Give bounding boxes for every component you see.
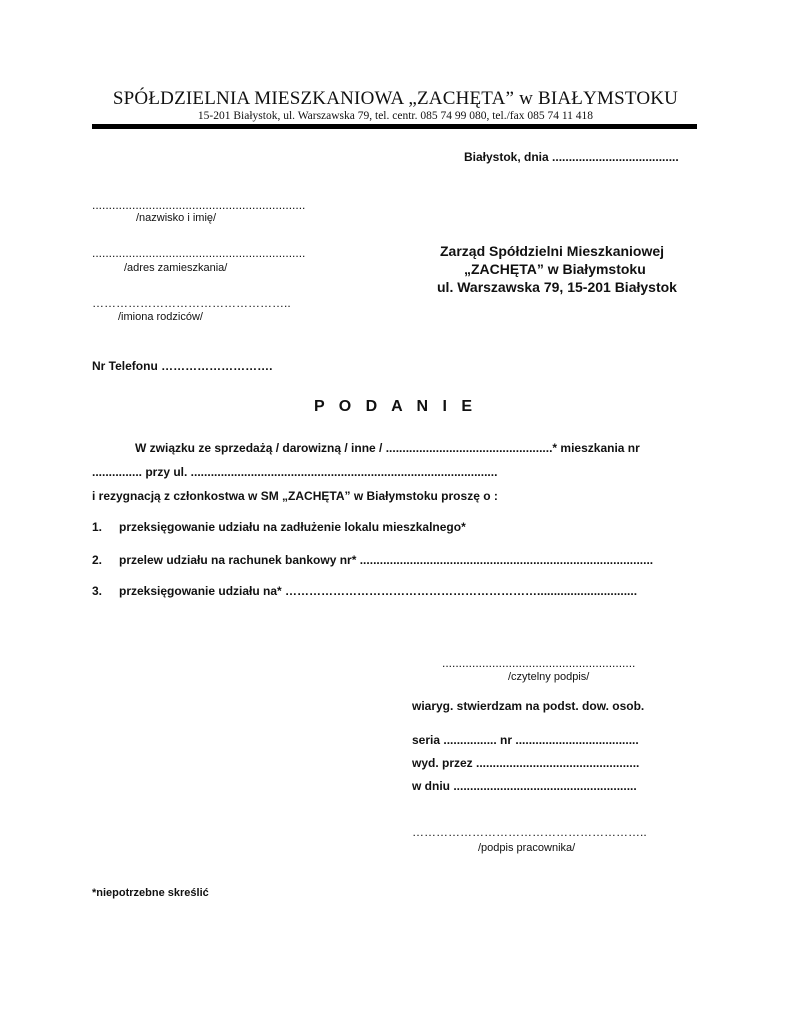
- employee-signature-label: /podpis pracownika/: [478, 842, 576, 854]
- recipient-line-1: Zarząd Spółdzielni Mieszkaniowej: [440, 243, 665, 259]
- option-3[interactable]: [92, 584, 637, 598]
- option-text: przeksięgowanie udziału na* ………………………………………………………..............................: [119, 584, 638, 598]
- signature-field[interactable]: ..........................................................: [442, 656, 636, 670]
- name-label: /nazwisko i imię/: [136, 212, 217, 224]
- body-line-2[interactable]: ............... przy ul. ............................................................................................: [92, 465, 498, 479]
- option-text: przelew udziału na rachunek bankowy nr* ........................................................................................: [119, 553, 654, 567]
- footnote: *niepotrzebne skreślić: [92, 887, 209, 899]
- option-text: przeksięgowanie udziału na zadłużenie lokalu mieszkalnego*: [119, 520, 466, 534]
- cooperative-name: SPÓŁDZIELNIA MIESZKANIOWA „ZACHĘTA” w BIAŁYMSTOKU: [112, 88, 679, 109]
- issue-date-field[interactable]: w dniu .......................................................: [412, 779, 637, 793]
- document-title: P O D A N I E: [313, 398, 478, 415]
- parents-label: /imiona rodziców/: [118, 311, 203, 323]
- option-number: 3.: [92, 584, 103, 598]
- option-2[interactable]: [92, 553, 653, 567]
- date-line[interactable]: Białystok, dnia ......................................: [464, 150, 679, 164]
- option-number: 1.: [92, 520, 103, 534]
- signature-label: /czytelny podpis/: [508, 671, 590, 683]
- header-divider: [92, 124, 697, 129]
- issued-by-field[interactable]: wyd. przez .................................................: [412, 756, 640, 770]
- verification-heading: wiaryg. stwierdzam na podst. dow. osob.: [412, 699, 645, 713]
- body-line-1[interactable]: W związku ze sprzedażą / darowizną / inne / ..................................................* mieszkania nr: [135, 441, 640, 455]
- body-line-3: i rezygnacją z członkostwa w SM „ZACHĘTA” w Białymstoku proszę o :: [92, 489, 498, 503]
- name-field[interactable]: ................................................................: [92, 198, 306, 212]
- recipient-line-3: ul. Warszawska 79, 15-201 Białystok: [437, 279, 677, 295]
- option-number: 2.: [92, 553, 103, 567]
- parents-field[interactable]: …………………………………………..: [92, 296, 291, 310]
- address-field[interactable]: ................................................................: [92, 246, 306, 260]
- option-1[interactable]: [92, 520, 466, 534]
- id-series-field[interactable]: seria ................ nr .....................................: [412, 733, 639, 747]
- cooperative-address: 15-201 Białystok, ul. Warszawska 79, tel. centr. 085 74 99 080, tel./fax 085 74 11 418: [197, 110, 594, 122]
- recipient-line-2: „ZACHĘTA” w Białymstoku: [464, 261, 646, 277]
- phone-field[interactable]: Nr Telefonu ……………………….: [92, 359, 273, 373]
- employee-signature-field[interactable]: …………………………………………………..: [412, 825, 647, 839]
- address-label: /adres zamieszkania/: [124, 262, 228, 274]
